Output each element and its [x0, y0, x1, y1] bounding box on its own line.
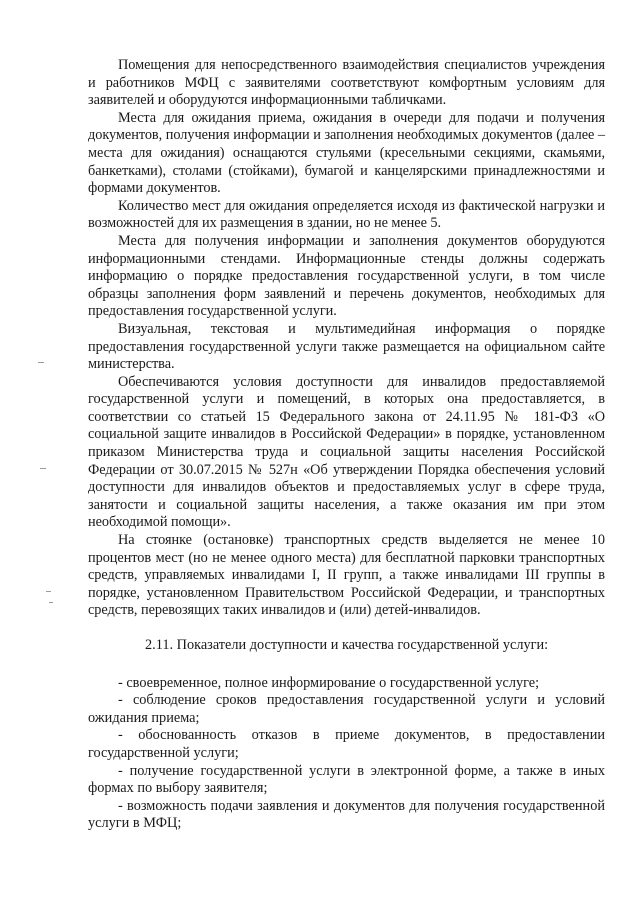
scan-mark: [40, 468, 46, 469]
scan-mark: [38, 362, 44, 363]
scan-mark: [46, 591, 51, 592]
list-item: - соблюдение сроков предоставления государственной услуги и условий ожидания приема;: [88, 692, 605, 726]
list-item: - своевременное, полное информирование о государственной услуге;: [118, 674, 540, 691]
paragraph: Места для получения информации и заполнения документов оборудуются информационными стендами. Информационные стенды должны содержать информацию о порядке предоставления государственной услуги, в том числе образцы заполнения форм заявлений и перечень документов, необходимых для предоставления государственной услуги.: [88, 232, 605, 320]
paragraph: На стоянке (остановке) транспортных средств выделяется не менее 10 процентов мест (но не менее одного места) для бесплатной парковки транспортных средств, управляемых инвалидами I, II групп, а также инвалидами III группы в порядке, установленном Правительством Российской Федерации, и транспортных средств, перевозящих таких инвалидов и (или) детей-инвалидов.: [88, 532, 605, 619]
section-heading: 2.11. Показатели доступности и качества государственной услуги:: [145, 637, 549, 653]
list-item: - получение государственной услуги в электронной форме, а также в иных формах по выбору заявителя;: [88, 762, 605, 797]
paragraph: Места для ожидания приема, ожидания в очереди для подачи и получения документов, получения информации и заполнения необходимых документов (далее – места для ожидания) оснащаются стульями (кресельными секциями, скамьями, банкетками), столами (стойками), бумагой и канцелярскими принадлежностями и формами документов.: [88, 109, 605, 197]
paragraph: Визуальная, текстовая и мультимедийная информация о порядке предоставления государственной услуги также размещается на официальном сайте министерства.: [88, 320, 605, 373]
paragraph: Обеспечиваются условия доступности для инвалидов предоставляемой государственной услуги и помещений, в которых она предоставляется, в соответствии со статьей 15 Федерального закона от 24.11.95 № 181-ФЗ «О социальной защите инвалидов в Российской Федерации» в порядке, установленном приказом Министерства труда и социальной защиты населения Российской Федерации от 30.07.2015 № 527н «Об утверждении Порядка обеспечения условий доступности для инвалидов объектов и предоставляемых услуг в сфере труда, занятости и социальной защиты населения, а также оказания им при этом необходимой помощи».: [88, 373, 605, 531]
scan-mark: [49, 602, 53, 603]
paragraph: Количество мест для ожидания определяется исходя из фактической нагрузки и возможностей для их размещения в здании, но не менее 5.: [88, 197, 605, 232]
list-item: - возможность подачи заявления и документов для получения государственной услуги в МФЦ;: [88, 797, 605, 832]
list-item: - обоснованность отказов в приеме документов, в предоставлении государственной услуги;: [88, 727, 605, 761]
document-body: [88, 57, 605, 833]
paragraph: Помещения для непосредственного взаимодействия специалистов учреждения и работников МФЦ с заявителями соответствуют комфортным условиям для заявителей и оборудуются информационными табличками.: [88, 57, 605, 109]
